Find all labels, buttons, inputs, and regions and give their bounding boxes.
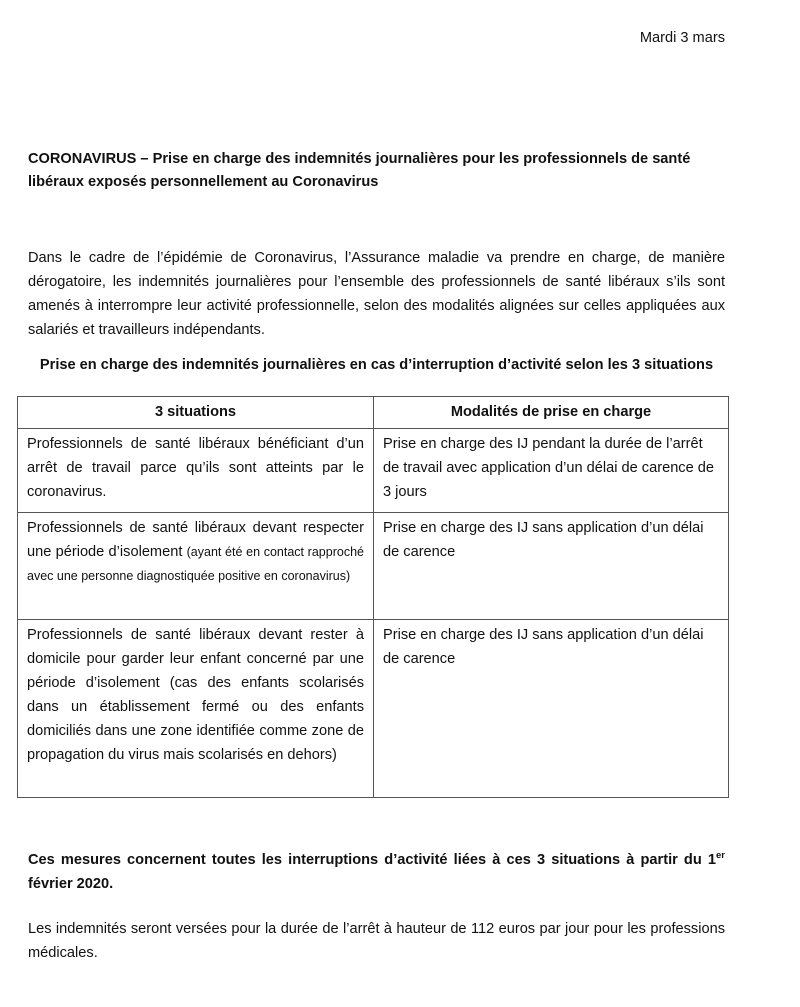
modalite-text: Prise en charge des IJ sans application d’un délai de carence: [383, 520, 704, 560]
document-date: Mardi 3 mars: [639, 30, 725, 46]
modalite-cell: [374, 429, 729, 513]
situation-text: Professionnels de santé libéraux devant rester à domicile pour garder leur enfant concerné par une période d’isolement (cas des enfants scolarisés dans un établissement fermé ou des enfants domiciliés dans une zone identifiée comme zone de propagation du virus mais scolarisés en dehors): [27, 627, 364, 763]
table-row: [18, 620, 729, 798]
document-title: CORONAVIRUS – Prise en charge des indemnités journalières pour les professionnels de santé libéraux exposés personnellement au Coronavirus: [28, 151, 691, 190]
modalite-text: Prise en charge des IJ sans application d’un délai de carence: [383, 627, 704, 667]
situation-text: Professionnels de santé libéraux bénéficiant d’un arrêt de travail parce qu’ils sont atteints par le coronavirus.: [27, 436, 364, 500]
conclusion-text: Ces mesures concernent toutes les interruptions d’activité liées à ces 3 situations à partir du 1: [28, 852, 717, 868]
column-header-situations: 3 situations: [18, 397, 374, 429]
situations-table: [17, 396, 729, 798]
conclusion-paragraph: [28, 848, 725, 896]
modalite-cell: [374, 620, 729, 798]
table-heading: Prise en charge des indemnités journalières en cas d’interruption d’activité selon les 3 situations: [39, 357, 714, 373]
table-row: [18, 513, 729, 620]
situation-cell: [18, 429, 374, 513]
conclusion-date: février 2020.: [28, 876, 114, 892]
modalite-cell: [374, 513, 729, 620]
modalite-text: Prise en charge des IJ pendant la durée de l’arrêt de travail avec application d’un délai de carence de 3 jours: [383, 436, 715, 500]
allowance-paragraph: Les indemnités seront versées pour la durée de l’arrêt à hauteur de 112 euros par jour pour les professions médicales.: [28, 921, 725, 961]
table-header-row: [18, 397, 729, 429]
conclusion-superscript: er: [716, 850, 725, 862]
situation-note: (ayant été en contact rapproché avec une personne diagnostiquée positive en coronavirus): [27, 545, 364, 583]
intro-paragraph: Dans le cadre de l’épidémie de Coronavirus, l’Assurance maladie va prendre en charge, de manière dérogatoire, les indemnités journalières pour l’ensemble des professionnels de santé libéraux s’ils sont amenés à interrompre leur activité professionnelle, selon des modalités alignées sur celles appliquées aux salariés et travailleurs indépendants.: [28, 250, 725, 338]
situation-text: Professionnels de santé libéraux devant respecter une période d’isolement: [27, 520, 364, 560]
situation-cell: [18, 620, 374, 798]
table-row: [18, 429, 729, 513]
situation-cell: [18, 513, 374, 620]
column-header-modalites: Modalités de prise en charge: [374, 397, 729, 429]
